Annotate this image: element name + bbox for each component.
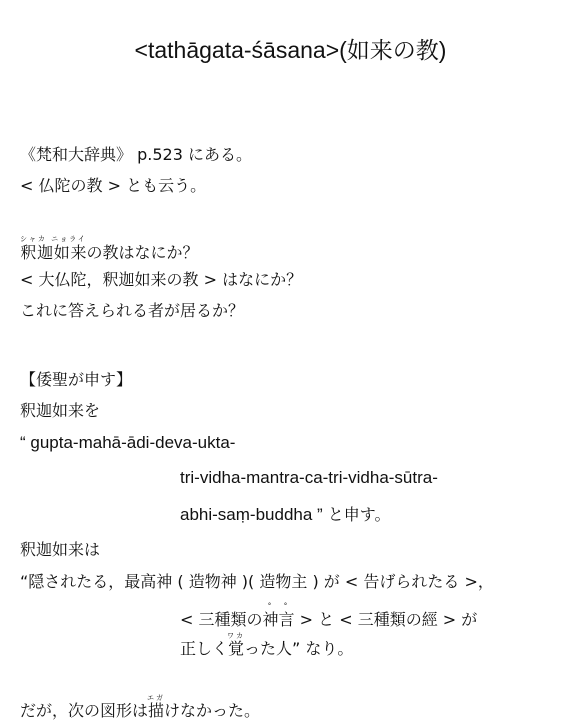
answer-heading: 【倭聖が申す】 (20, 370, 133, 389)
sanskrit-line-3-rest: と申す。 (322, 505, 391, 524)
sanskrit-line-2: tri-vidha-mantra-ca-tri-vidha-sūtra- (180, 468, 438, 487)
ruby-reading: ° (262, 602, 279, 610)
ruby-base: 覚 (227, 639, 246, 658)
ruby-base: 神 (262, 610, 279, 629)
intro-line-1: 《梵和大辞典》 p.523 にある。 (20, 145, 252, 164)
ruby-reading: シャカ ニョライ (20, 235, 87, 243)
question-line-3: これに答えられる者が居るか？ (20, 301, 245, 320)
sanskrit-line-1: “ gupta-mahā-ādi-deva-ukta- (20, 433, 236, 452)
answer-line-4 (180, 602, 477, 630)
question-line-1 (20, 235, 199, 263)
ruby-reading: ワカ (227, 632, 246, 640)
closing-post: けなかった。 (164, 701, 261, 720)
ruby-waka (227, 632, 246, 658)
closing-line (20, 694, 260, 721)
ruby-reading: エガ (147, 694, 166, 702)
closing-pre: だが，次の図形は (20, 701, 149, 720)
ruby-gon (278, 602, 295, 629)
answer-line-4-pre: < 三種類の (180, 610, 263, 629)
sanskrit-line-3-latin: abhi-saṃ-buddha ” (180, 505, 323, 524)
page-title: <tathāgata-śāsana>(如来の教) (134, 37, 447, 63)
ruby-base: 釈迦如来 (20, 243, 87, 262)
ruby-shin (262, 602, 279, 629)
answer-line-5 (180, 632, 353, 659)
question-line-2: < 大仏陀，釈迦如来の教 > はなにか？ (20, 270, 303, 289)
answer-line-1: 釈迦如来を (20, 401, 101, 420)
answer-line-2: 釈迦如来は (20, 540, 101, 559)
answer-line-5-pre: 正しく (180, 639, 229, 658)
ruby-base: 描 (147, 701, 166, 720)
sanskrit-line-3 (180, 505, 391, 525)
ruby-base: 言 (278, 610, 295, 629)
ruby-reading: ° (278, 602, 295, 610)
answer-line-5-post: った人” なり。 (244, 639, 354, 658)
answer-line-3: “隠されたる，最高神 ( 造物神 )( 造物主 ) が < 告げられたる >， (20, 572, 494, 591)
ruby-ega (147, 694, 166, 720)
answer-line-4-post: > と < 三種類の經 > が (294, 610, 478, 629)
ruby-shaka-nyorai (20, 235, 87, 262)
question-line-1-rest: の教はなにか？ (86, 243, 199, 262)
intro-line-2: < 仏陀の教 > とも云う。 (20, 176, 207, 195)
